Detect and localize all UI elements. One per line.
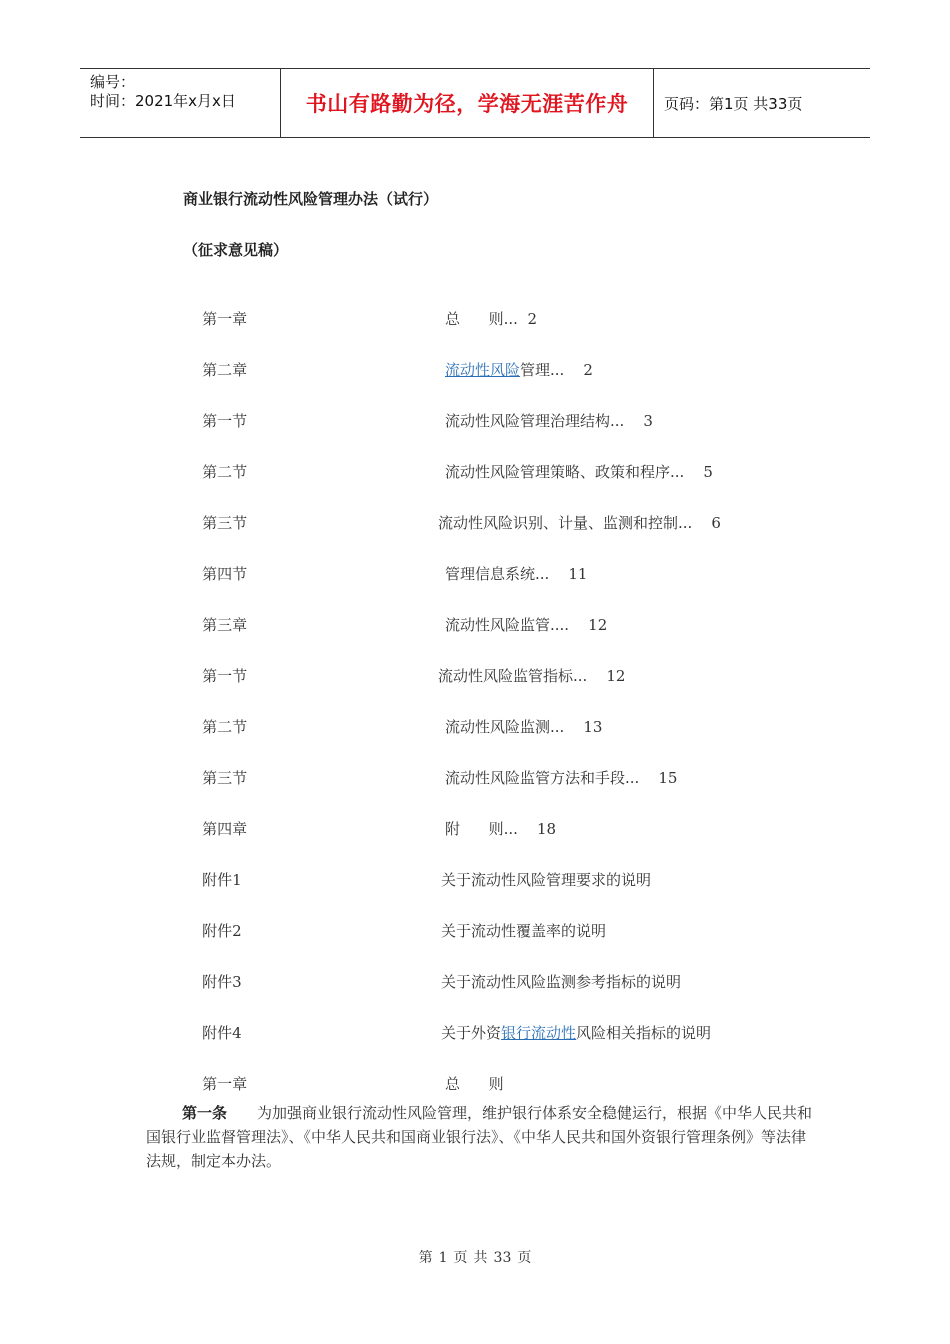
- document-header: [80, 68, 870, 138]
- attachment-item: [183, 902, 607, 959]
- toc-text: 管理信息系统... 11: [445, 565, 588, 583]
- toc-text: 流动性风险管理策略、政策和程序... 5: [445, 463, 713, 481]
- footer-total-pages: 33: [493, 1250, 512, 1266]
- toc-item[interactable]: [183, 596, 608, 653]
- toc-text: 流动性风险监管指标... 12: [438, 667, 626, 685]
- header-page-info: [654, 69, 870, 137]
- toc-item[interactable]: [183, 749, 678, 806]
- toc-text: 流动性风险监测... 13: [445, 718, 603, 736]
- toc-label: 第三章: [202, 616, 248, 634]
- article-lead: 第一条: [182, 1104, 228, 1122]
- chapter-title: 总 则: [445, 1075, 504, 1093]
- header-meta: [80, 69, 281, 137]
- toc-text: 流动性风险管理治理结构... 3: [445, 412, 653, 430]
- attachment-link[interactable]: 银行流动性: [501, 1024, 577, 1042]
- toc-text: 管理... 2: [520, 361, 593, 379]
- toc-label: 第一章: [202, 310, 248, 328]
- attachment-label: 附件1: [202, 871, 242, 889]
- toc-text: 流动性风险监管方法和手段... 15: [445, 769, 678, 787]
- toc-item[interactable]: [183, 392, 653, 449]
- page-info-text: 页码：第1页 共33页: [664, 94, 803, 113]
- attachment-text-pre: 关于外资: [441, 1024, 502, 1042]
- attachment-item: [183, 1004, 712, 1061]
- toc-text: 附 则... 18: [445, 820, 557, 838]
- article-paragraph: [146, 1101, 814, 1173]
- attachment-text: 关于流动性覆盖率的说明: [441, 922, 607, 940]
- toc-item[interactable]: [183, 341, 593, 398]
- toc-item[interactable]: [183, 545, 588, 602]
- footer-ye2: 页: [517, 1250, 532, 1266]
- toc-label: 第三节: [202, 769, 248, 787]
- attachment-item: [183, 953, 682, 1010]
- page-footer: [0, 1247, 950, 1267]
- attachment-item: [183, 851, 652, 908]
- document-title: 商业银行流动性风险管理办法（试行）: [183, 190, 439, 208]
- toc-label: 第二节: [202, 463, 248, 481]
- toc-link[interactable]: 流动性风险: [445, 361, 521, 379]
- toc-item[interactable]: [183, 647, 626, 704]
- toc-item[interactable]: [183, 290, 537, 347]
- attachment-text: 关于流动性风险管理要求的说明: [441, 871, 652, 889]
- attachment-label: 附件4: [202, 1024, 242, 1042]
- header-motto-cell: [281, 69, 654, 137]
- toc-item[interactable]: [183, 698, 603, 755]
- toc-label: 第一节: [202, 667, 248, 685]
- toc-label: 第三节: [202, 514, 248, 532]
- motto-text: 书山有路勤为径，学海无涯苦作舟: [305, 92, 629, 116]
- toc-label: 第四章: [202, 820, 248, 838]
- toc-item[interactable]: [183, 494, 721, 551]
- toc-item[interactable]: [183, 443, 713, 500]
- attachment-text-post: 风险相关指标的说明: [576, 1024, 712, 1042]
- toc-label: 第二章: [202, 361, 248, 379]
- article-body: 为加强商业银行流动性风险管理，维护银行体系安全稳健运行，根据《中华人民共和国银行业监督管理法》、《中华人民共和国商业银行法》、《中华人民共和国外资银行管理条例》等法律法规，制定本办法。: [146, 1104, 813, 1170]
- footer-gong: 共: [473, 1250, 488, 1266]
- attachment-text: 关于流动性风险监测参考指标的说明: [441, 973, 682, 991]
- footer-ye: 页: [453, 1250, 468, 1266]
- attachment-label: 附件2: [202, 922, 242, 940]
- toc-text: 总 则... 2: [445, 310, 537, 328]
- toc-text: 流动性风险监管.... 12: [445, 616, 608, 634]
- date-label: 时间：2021年x月x日: [90, 92, 236, 110]
- attachment-label: 附件3: [202, 973, 242, 991]
- toc-label: 第二节: [202, 718, 248, 736]
- toc-text: 流动性风险识别、计量、监测和控制... 6: [438, 514, 721, 532]
- footer-page-number: 1: [438, 1250, 448, 1266]
- footer-di: 第: [418, 1250, 433, 1266]
- document-subtitle: （征求意见稿）: [183, 241, 289, 259]
- chapter-label: 第一章: [202, 1075, 248, 1093]
- toc-item[interactable]: [183, 800, 557, 857]
- serial-label: 编号：: [90, 73, 136, 91]
- toc-label: 第四节: [202, 565, 248, 583]
- toc-label: 第一节: [202, 412, 248, 430]
